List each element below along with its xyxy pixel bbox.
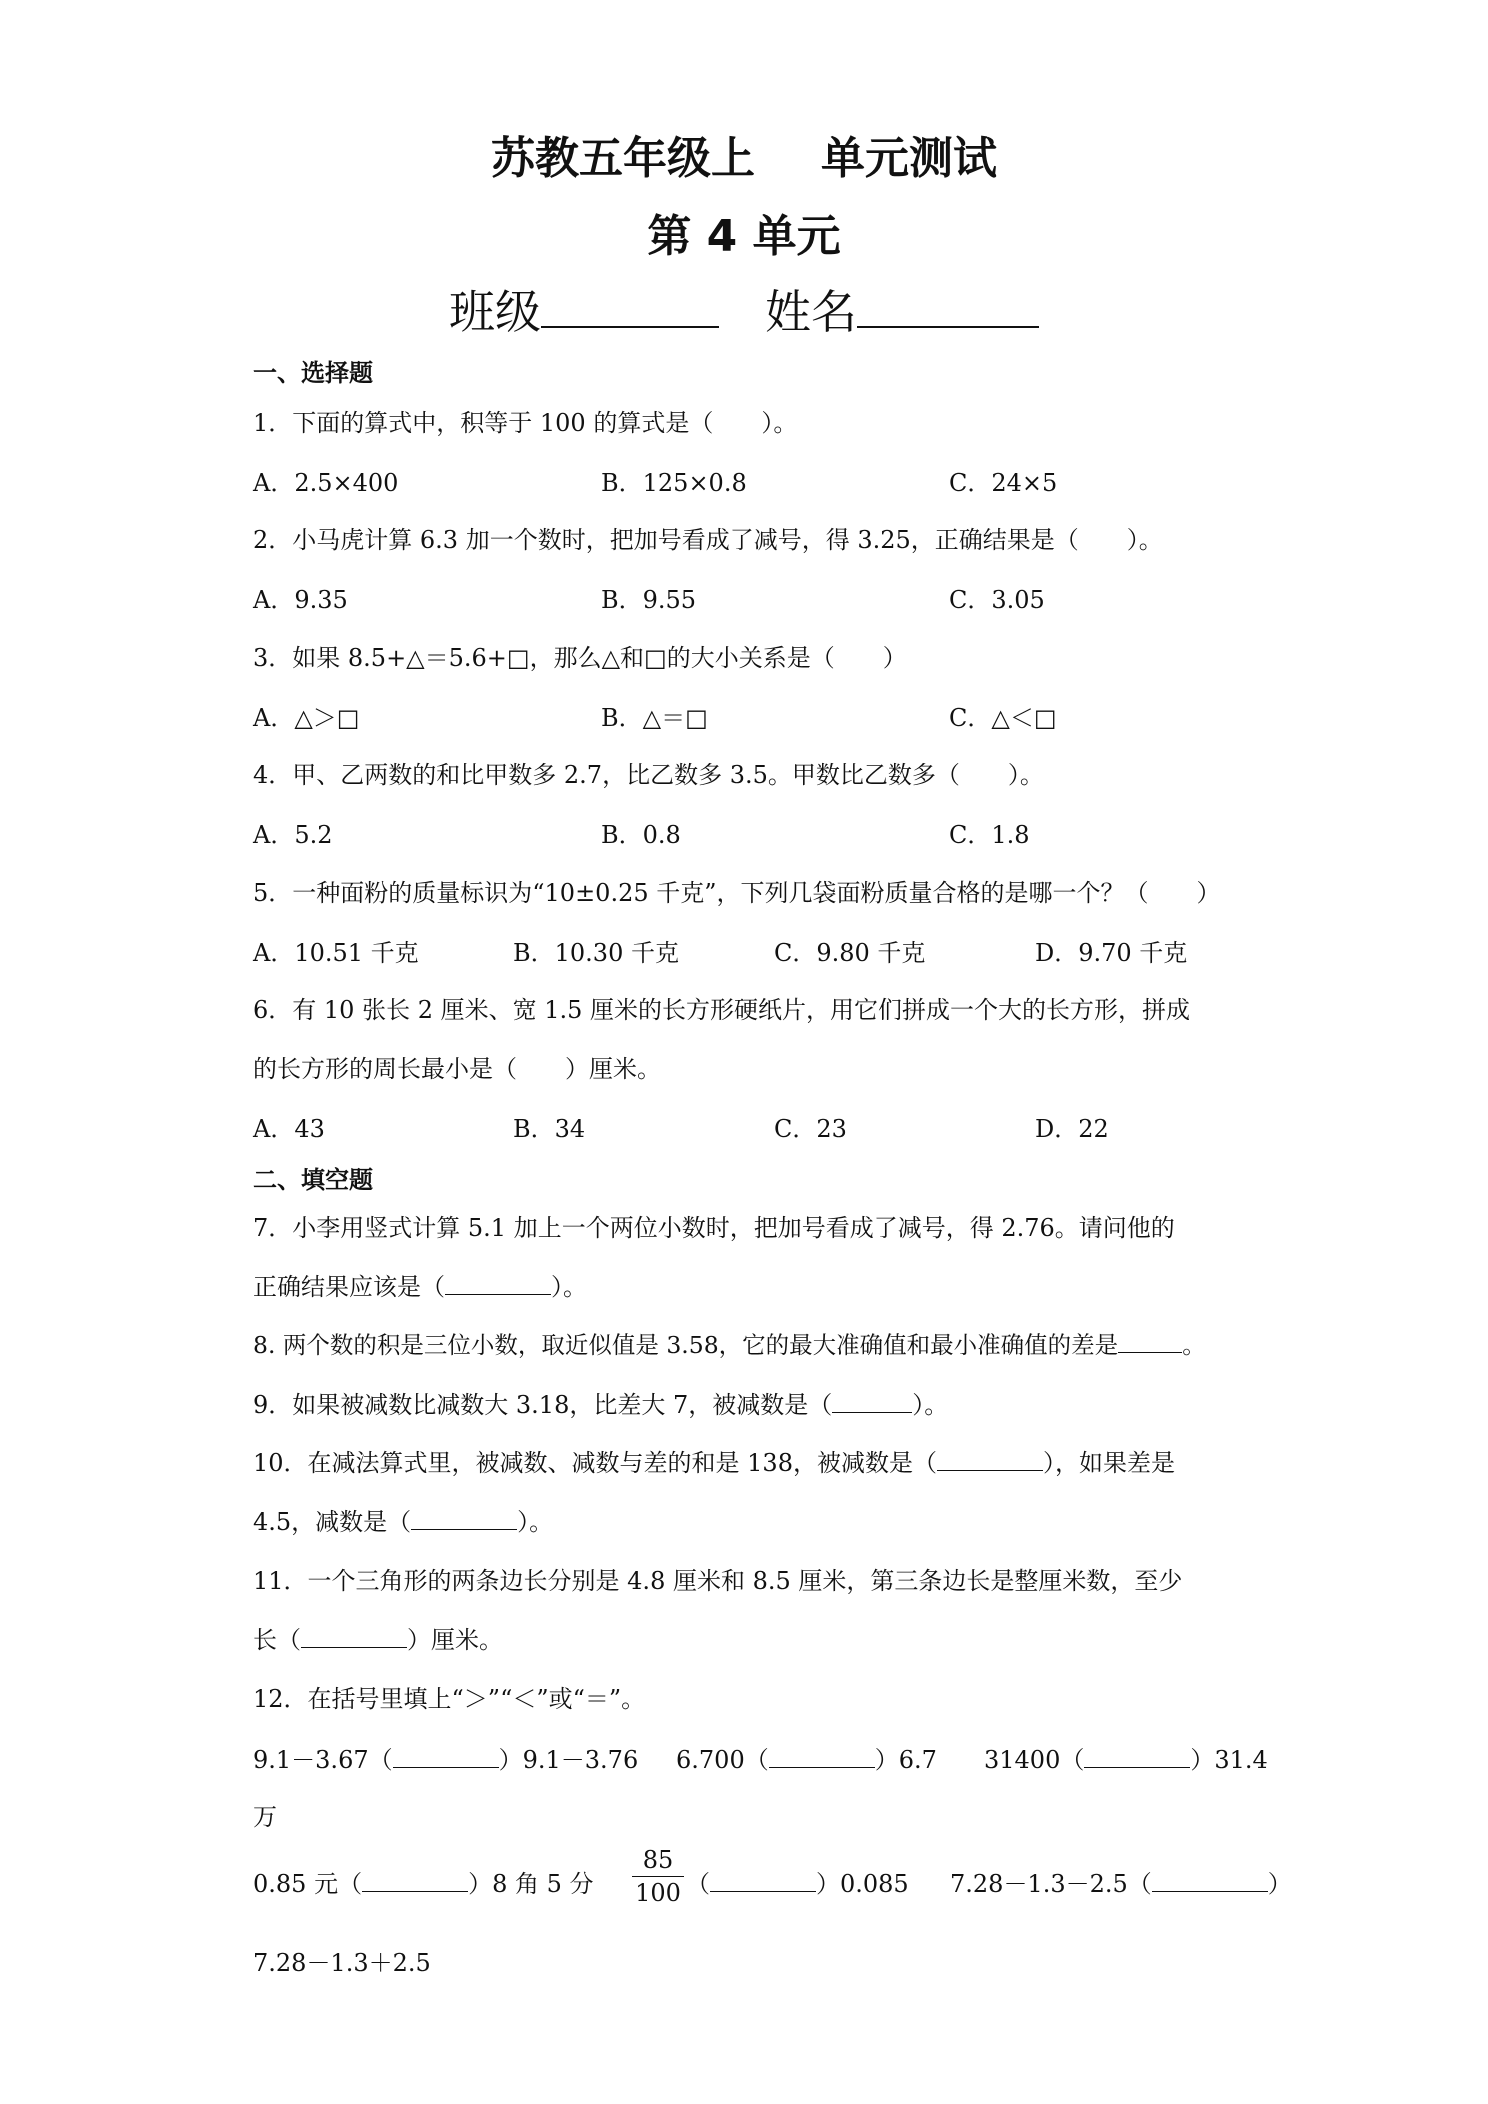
question-12-row-1 xyxy=(0,1740,1488,1772)
comparison-6: 7.28－1.3－2.5（ ） xyxy=(950,1870,1292,1898)
option-b[interactable]: B．△＝□ xyxy=(601,704,708,732)
question-3-options xyxy=(0,698,1488,730)
option-b[interactable]: B．9.55 xyxy=(601,586,697,614)
option-c[interactable]: C．1.8 xyxy=(949,821,1030,849)
option-a[interactable]: A．9.35 xyxy=(253,586,348,614)
answer-blank[interactable] xyxy=(1084,1749,1190,1768)
answer-blank[interactable] xyxy=(710,1873,816,1892)
question-4-options xyxy=(0,815,1488,847)
name-label: 姓名 xyxy=(765,285,857,339)
option-b[interactable]: B．10.30 千克 xyxy=(513,939,679,967)
question-12-row-1-wrap: 万 xyxy=(253,1803,277,1831)
option-a[interactable]: A．△＞□ xyxy=(253,704,360,732)
question-12-stem: 12．在括号里填上“＞”“＜”或“＝”。 xyxy=(253,1685,646,1713)
option-c[interactable]: C．9.80 千克 xyxy=(774,939,926,967)
question-3: 3．如果 8.5+△＝5.6+□，那么△和□的大小关系是（ ） xyxy=(253,644,907,672)
option-c[interactable]: C．3.05 xyxy=(949,586,1045,614)
option-a[interactable]: A．5.2 xyxy=(253,821,333,849)
option-d[interactable]: D．9.70 千克 xyxy=(1035,939,1188,967)
question-12-row-3: 7.28－1.3＋2.5 xyxy=(253,1949,431,1977)
option-a[interactable]: A．10.51 千克 xyxy=(253,939,419,967)
answer-blank[interactable] xyxy=(411,1511,517,1530)
question-11-line-2: 长（ ）厘米。 xyxy=(253,1626,503,1654)
title-left: 苏教五年级上 xyxy=(491,133,755,184)
answer-blank[interactable] xyxy=(445,1276,551,1295)
question-4: 4．甲、乙两数的和比甲数多 2.7，比乙数多 3.5。甲数比乙数多（ ）。 xyxy=(253,761,1044,789)
option-c[interactable]: C．23 xyxy=(774,1115,847,1143)
name-blank[interactable] xyxy=(857,292,1039,328)
question-1-options xyxy=(0,463,1488,495)
answer-blank[interactable] xyxy=(393,1749,499,1768)
question-10-line-2: 4.5，减数是（ ）。 xyxy=(253,1508,554,1536)
answer-blank[interactable] xyxy=(301,1629,407,1648)
option-c[interactable]: C．△＜□ xyxy=(949,704,1057,732)
answer-blank[interactable] xyxy=(937,1452,1043,1471)
option-b[interactable]: B．0.8 xyxy=(601,821,681,849)
fraction-denominator: 100 xyxy=(635,1879,681,1907)
option-d[interactable]: D．22 xyxy=(1035,1115,1109,1143)
question-5: 5．一种面粉的质量标识为“10±0.25 千克”，下列几袋面粉质量合格的是哪一个？（ ） xyxy=(253,879,1221,907)
student-info-line xyxy=(0,276,1488,342)
worksheet-title xyxy=(0,122,1488,186)
question-6-options xyxy=(0,1109,1488,1141)
answer-blank[interactable] xyxy=(362,1873,468,1892)
option-a[interactable]: A．43 xyxy=(253,1115,325,1143)
question-1: 1．下面的算式中，积等于 100 的算式是（ ）。 xyxy=(253,409,798,437)
title-right: 单元测试 xyxy=(821,133,997,184)
option-b[interactable]: B．34 xyxy=(513,1115,586,1143)
fraction-85-over-100 xyxy=(632,1846,684,1907)
fraction-numerator: 85 xyxy=(632,1846,684,1877)
option-b[interactable]: B．125×0.8 xyxy=(601,469,747,497)
question-10-line-1: 10．在减法算式里，被减数、减数与差的和是 138，被减数是（ ），如果差是 xyxy=(253,1449,1175,1477)
comparison-3: 31400（ ）31.4 xyxy=(984,1746,1268,1774)
question-6-line-2: 的长方形的周长最小是（ ）厘米。 xyxy=(253,1055,661,1083)
answer-blank[interactable] xyxy=(1118,1334,1182,1353)
question-2: 2．小马虎计算 6.3 加一个数时，把加号看成了减号，得 3.25，正确结果是（ ）。 xyxy=(253,526,1163,554)
answer-blank[interactable] xyxy=(769,1749,875,1768)
section-heading-choice: 一、选择题 xyxy=(253,359,373,387)
question-5-options xyxy=(0,933,1488,965)
question-9: 9．如果被减数比减数大 3.18，比差大 7，被减数是（ ）。 xyxy=(253,1391,949,1419)
option-c[interactable]: C．24×5 xyxy=(949,469,1058,497)
comparison-2: 6.700（ ）6.7 xyxy=(676,1746,937,1774)
comparison-4: 0.85 元（ ）8 角 5 分 xyxy=(253,1870,594,1898)
option-a[interactable]: A．2.5×400 xyxy=(253,469,399,497)
question-11-line-1: 11．一个三角形的两条边长分别是 4.8 厘米和 8.5 厘米，第三条边长是整厘米数，至少 xyxy=(253,1567,1183,1595)
question-12-row-2 xyxy=(0,1864,1488,1896)
question-6-line-1: 6．有 10 张长 2 厘米、宽 1.5 厘米的长方形硬纸片，用它们拼成一个大的长方形，拼成 xyxy=(253,996,1191,1024)
question-8: 8. 两个数的积是三位小数，取近似值是 3.58，它的最大准确值和最小准确值的差是 。 xyxy=(253,1331,1206,1359)
comparison-1: 9.1－3.67（ ）9.1－3.76 xyxy=(253,1746,639,1774)
class-label: 班级 xyxy=(449,285,541,339)
section-heading-fill: 二、填空题 xyxy=(253,1166,373,1194)
comparison-5: （ ）0.085 xyxy=(686,1870,909,1898)
answer-blank[interactable] xyxy=(832,1394,912,1413)
question-7-line-1: 7．小李用竖式计算 5.1 加上一个两位小数时，把加号看成了减号，得 2.76。请问他的 xyxy=(253,1214,1175,1242)
question-2-options xyxy=(0,580,1488,612)
question-7-line-2: 正确结果应该是（ ）。 xyxy=(253,1273,587,1301)
class-blank[interactable] xyxy=(541,292,719,328)
unit-title: 第 4 单元 xyxy=(647,211,841,262)
answer-blank[interactable] xyxy=(1152,1873,1268,1892)
